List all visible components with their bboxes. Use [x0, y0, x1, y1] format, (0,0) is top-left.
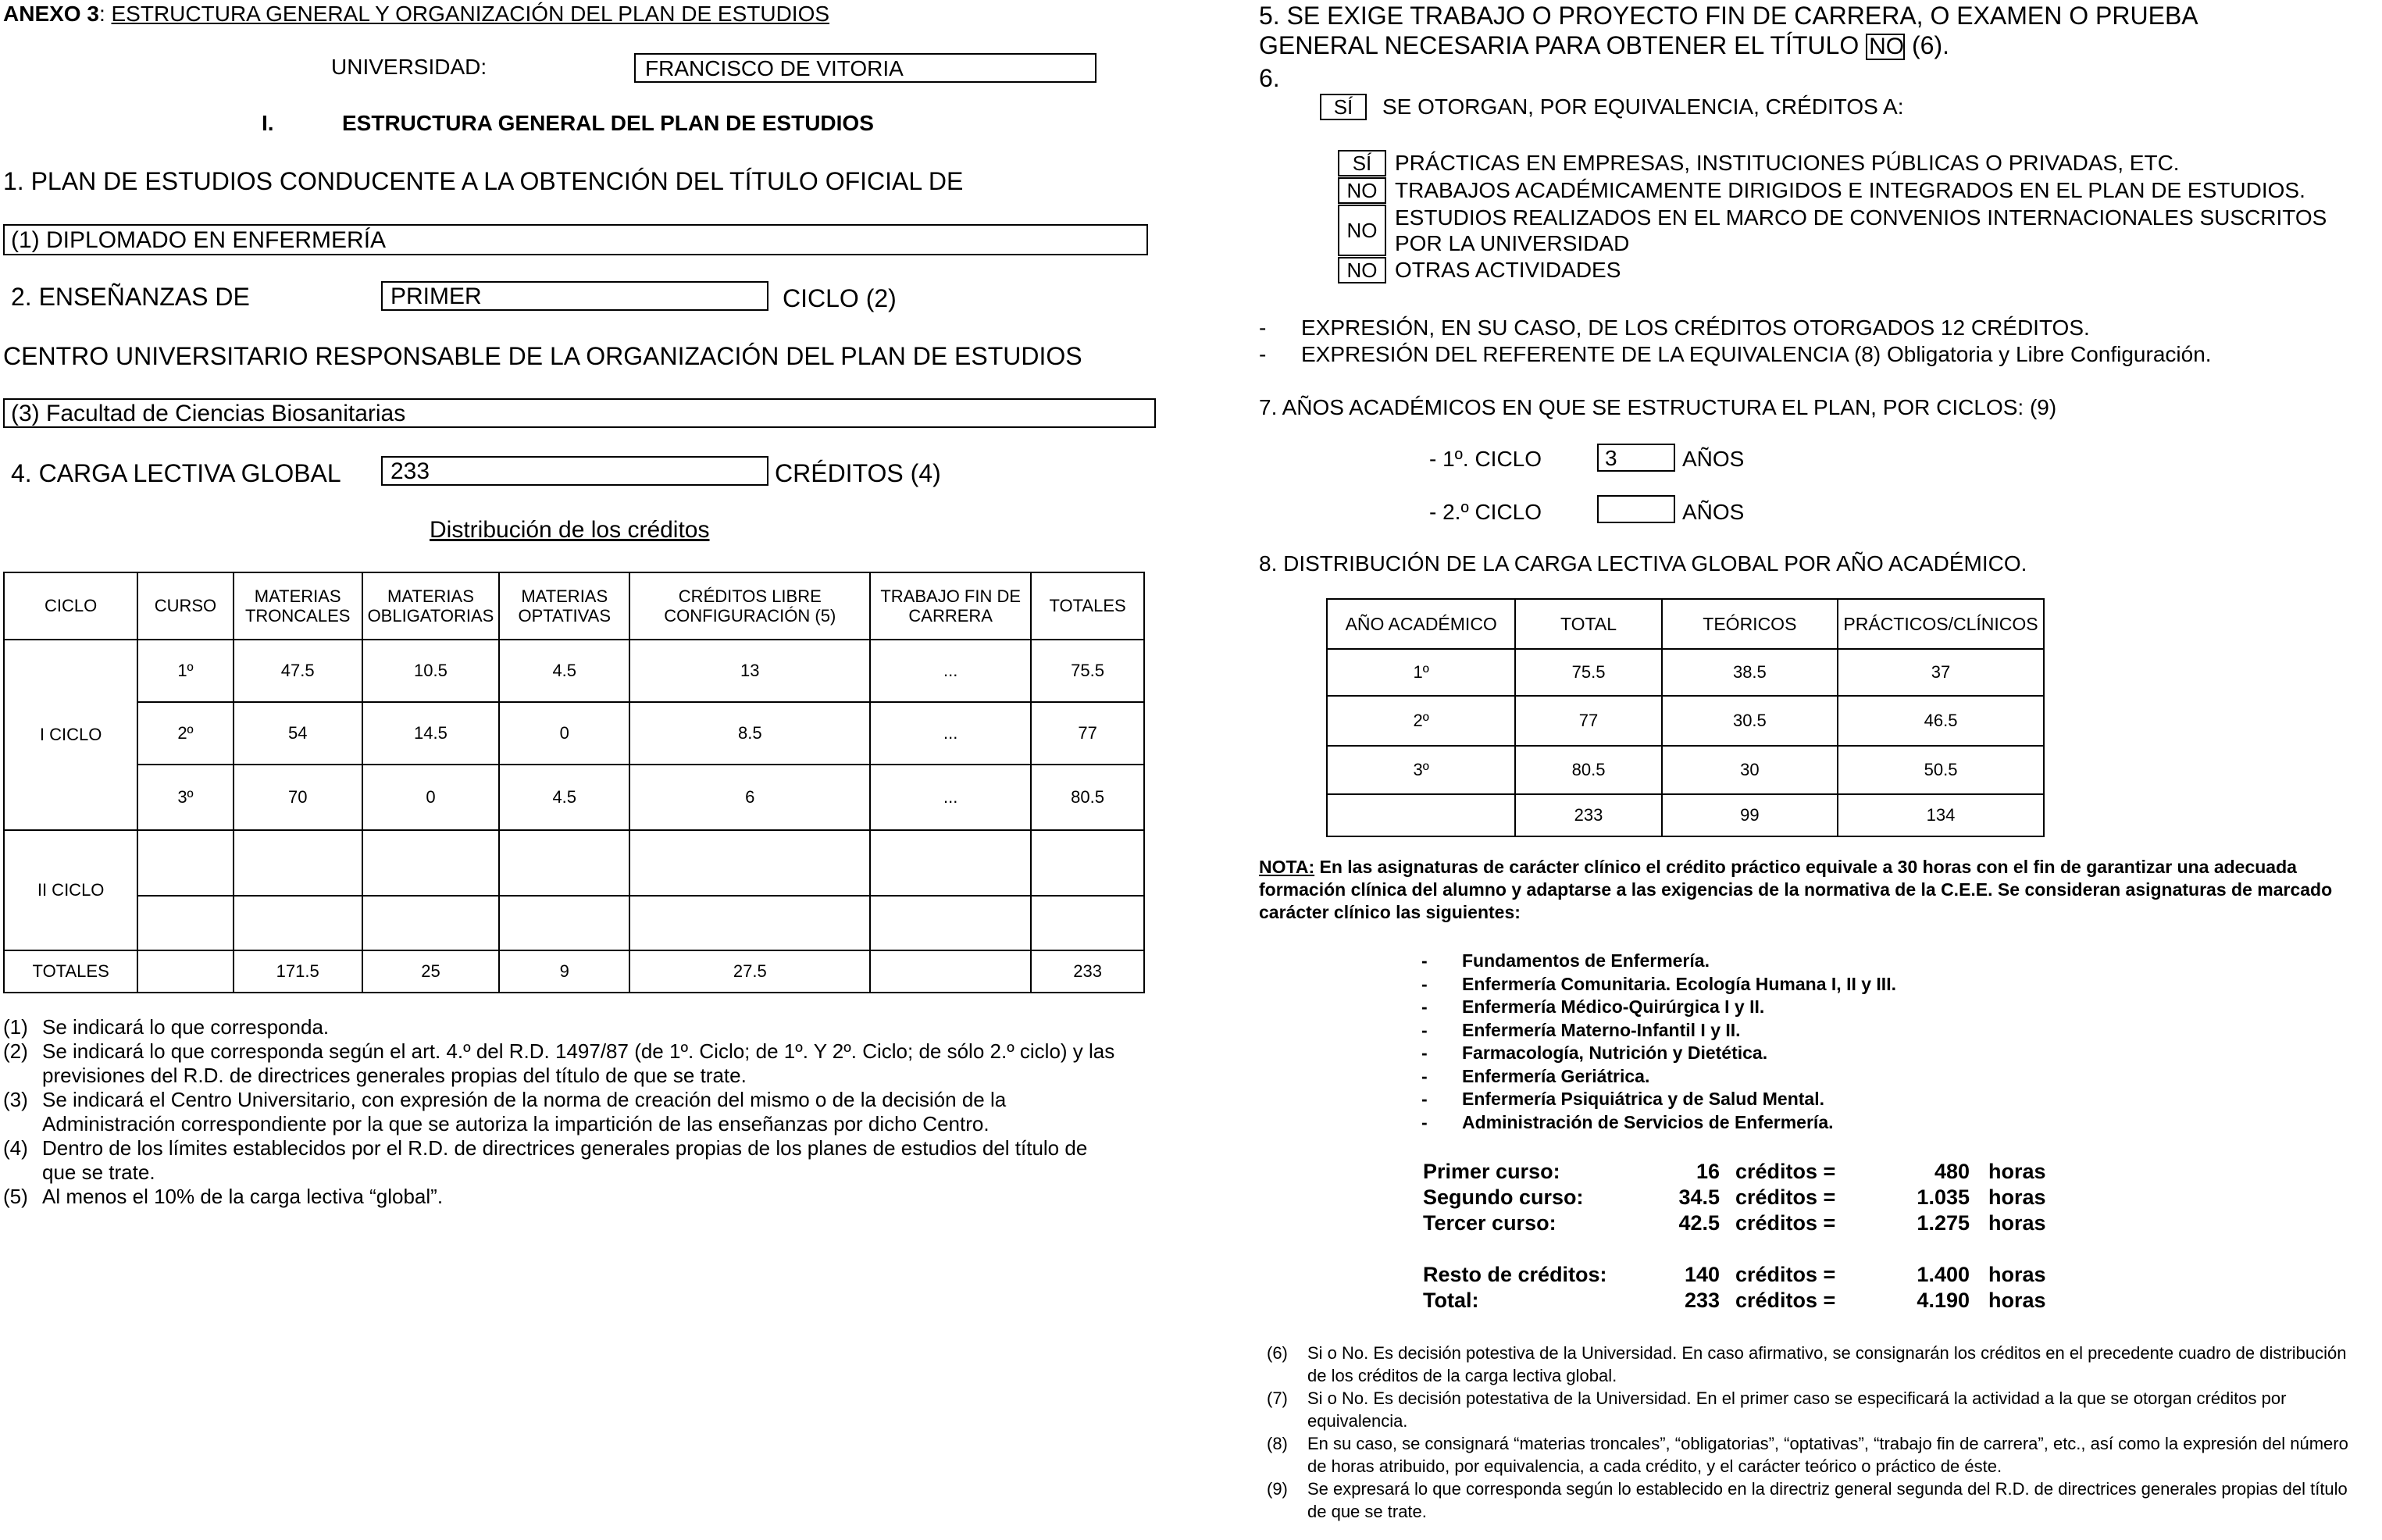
libre-cell: 6 — [629, 765, 870, 830]
q7-ciclo2-years: AÑOS — [1682, 500, 1745, 524]
libre-cell: 13 — [629, 640, 870, 702]
q2-suffix: CICLO (2) — [783, 284, 897, 312]
footnote: (6) Si o No. Es decisión potestiva de la Universidad. En caso afirmativo, se consignarán los créditos en el precedente cuadro de distribución de los créditos de la carga lectiva global. — [1267, 1343, 2347, 1385]
annex-label: ANEXO 3 — [3, 2, 99, 26]
totals-libre: 27.5 — [629, 950, 870, 993]
q6-item-text: TRABAJOS ACADÉMICAMENTE DIRIGIDOS E INTEGRADOS EN EL PLAN DE ESTUDIOS. — [1395, 178, 2305, 202]
ciclo-1-cell: I CICLO — [4, 640, 137, 830]
q6-item-text: OTRAS ACTIVIDADES — [1395, 258, 1621, 282]
list-item: - Enfermería Materno-Infantil I y II. — [1421, 1019, 1741, 1040]
section-number: I. — [262, 111, 274, 135]
list-item: - Enfermería Geriátrica. — [1421, 1065, 1650, 1086]
q7-ciclo1-field[interactable] — [1597, 444, 1675, 472]
clinical-subjects-list — [1421, 950, 1896, 1134]
libre-cell: 8.5 — [629, 702, 870, 765]
footnote: (5) Al menos el 10% de la carga lectiva “global”. — [3, 1185, 444, 1208]
q5-line2: GENERAL NECESARIA PARA OBTENER EL TÍTULO NO (6). — [1259, 31, 1949, 59]
curso-cell: 1º — [137, 640, 233, 702]
table-header-row — [4, 572, 1144, 640]
year-distribution-table — [1326, 598, 2045, 837]
footnote: (1) Se indicará lo que corresponda. — [3, 1015, 330, 1039]
q7-ciclo2-field[interactable] — [1597, 495, 1675, 523]
footnote: (8) En su caso, se consignará “materias troncales”, “obligatorias”, “optativas”, “trabajo fin de carrera”, etc., así como la expresión del número de horas atribuido, por equivalencia, a cada crédito, y el carácter teórico o práctico de éste. — [1267, 1434, 2348, 1476]
q7-ciclo1-years: AÑOS — [1682, 447, 1745, 471]
totals-obligatorias: 25 — [362, 950, 499, 993]
table-row: 3º 80.5 30 50.5 — [1327, 746, 2044, 794]
q7-label: 7. AÑOS ACADÉMICOS EN QUE SE ESTRUCTURA EL PLAN, POR CICLOS: (9) — [1259, 395, 2057, 419]
right-footnotes — [1267, 1342, 2360, 1523]
distribution-title: Distribución de los créditos — [430, 517, 710, 543]
nota-label: NOTA: — [1259, 857, 1315, 877]
header-curso: CURSO — [137, 572, 233, 640]
annex-title: ESTRUCTURA GENERAL Y ORGANIZACIÓN DEL PLAN DE ESTUDIOS — [111, 2, 830, 26]
q2-label: 2. ENSEÑANZAS DE — [11, 283, 250, 311]
q6-item-checkbox[interactable]: NO — [1338, 257, 1386, 283]
totales-cell: 77 — [1031, 702, 1144, 765]
q7-ciclo1-label: - 1º. CICLO — [1429, 447, 1542, 471]
q7-ciclo2-label: - 2.º CICLO — [1429, 500, 1542, 524]
footnote: (9) Se expresará lo que corresponda según lo establecido en la directriz general segunda del R.D. de directrices generales propias del título de que se trate. — [1267, 1479, 2348, 1521]
credit-hours-summary — [1423, 1159, 2048, 1314]
q1-label: 1. PLAN DE ESTUDIOS CONDUCENTE A LA OBTENCIÓN DEL TÍTULO OFICIAL DE — [3, 167, 964, 195]
nota-paragraph — [1259, 856, 2352, 924]
table-row: 233 99 134 — [1327, 794, 2044, 836]
q2-field[interactable] — [381, 281, 768, 311]
totales-cell: 80.5 — [1031, 765, 1144, 830]
q6-number: 6. — [1259, 64, 1280, 92]
annex-heading: ANEXO 3: ESTRUCTURA GENERAL Y ORGANIZACIÓN DEL PLAN DE ESTUDIOS — [3, 2, 830, 26]
q6-item-checkbox[interactable]: NO — [1338, 205, 1386, 256]
list-item: - Enfermería Médico-Quirúrgica I y II. — [1421, 996, 1765, 1017]
q8-label: 8. DISTRIBUCIÓN DE LA CARGA LECTIVA GLOBAL POR AÑO ACADÉMICO. — [1259, 551, 2027, 576]
curso-cell: 2º — [137, 702, 233, 765]
trabajo-cell: ... — [870, 640, 1031, 702]
footnote: (2) Se indicará lo que corresponda según el art. 4.º del R.D. 1497/87 (de 1º. Ciclo; de 1º. Y 2º. Ciclo; de sólo 2.º ciclo) y las previsiones del R.D. de directrices generales propias del título de que se trate. — [3, 1039, 1115, 1087]
expression-credits: - EXPRESIÓN, EN SU CASO, DE LOS CRÉDITOS OTORGADOS 12 CRÉDITOS. — [1259, 315, 2090, 340]
table-header-row — [1327, 599, 2044, 649]
footnote: (4) Dentro de los límites establecidos por el R.D. de directrices generales propias de los planes de estudios del título de que se trate. — [3, 1136, 1088, 1184]
q6-item-checkbox[interactable]: NO — [1338, 177, 1386, 204]
list-item: - Fundamentos de Enfermería. — [1421, 950, 1710, 971]
list-item: - Farmacología, Nutrición y Dietética. — [1421, 1043, 1768, 1063]
header-troncales: MATERIAS TRONCALES — [234, 572, 362, 640]
totals-optativas: 9 — [499, 950, 629, 993]
troncales-cell: 70 — [234, 765, 362, 830]
header-ano: AÑO ACADÉMICO — [1327, 599, 1515, 649]
trabajo-cell: ... — [870, 765, 1031, 830]
nota-text: En las asignaturas de carácter clínico el crédito práctico equivale a 30 horas con el fin de garantizar una adecuada formación clínica del alumno y adaptarse a las exigencias de la normativa de la C.E.E. Se consideran asignaturas de marcado carácter clínico las siguientes: — [1259, 857, 2333, 922]
totals-row — [4, 950, 1144, 993]
header-teoricos: TEÓRICOS — [1662, 599, 1838, 649]
left-footnotes — [3, 1015, 1120, 1209]
universidad-field[interactable] — [634, 53, 1097, 83]
troncales-cell: 54 — [234, 702, 362, 765]
totals-label: TOTALES — [4, 950, 137, 993]
obligatorias-cell: 0 — [362, 765, 499, 830]
q6-checkbox[interactable]: SÍ — [1320, 94, 1367, 120]
q6-item-checkbox[interactable]: SÍ — [1338, 150, 1386, 176]
expression-referent: - EXPRESIÓN DEL REFERENTE DE LA EQUIVALENCIA (8) Obligatoria y Libre Configuración. — [1259, 342, 2212, 366]
table-row: 1º 75.5 38.5 37 — [1327, 649, 2044, 696]
header-total: TOTAL — [1515, 599, 1661, 649]
universidad-value: FRANCISCO DE VITORIA — [645, 56, 904, 80]
totales-cell: 75.5 — [1031, 640, 1144, 702]
universidad-label: UNIVERSIDAD: — [331, 55, 487, 79]
q4-suffix: CRÉDITOS (4) — [775, 459, 941, 487]
list-item: - Enfermería Psiquiátrica y de Salud Mental. — [1421, 1089, 1824, 1109]
table-row: Primer curso: 16 créditos = 480 horas — [1423, 1160, 2046, 1183]
q4-field[interactable] — [381, 456, 768, 486]
table-row: 2º 77 30.5 46.5 — [1327, 696, 2044, 746]
header-trabajo: TRABAJO FIN DE CARRERA — [870, 572, 1031, 640]
q6-item-text: PRÁCTICAS EN EMPRESAS, INSTITUCIONES PÚBLICAS O PRIVADAS, ETC. — [1395, 151, 2180, 175]
trabajo-cell: ... — [870, 702, 1031, 765]
table-row — [4, 830, 1144, 896]
list-item: - Administración de Servicios de Enfermería. — [1421, 1111, 1834, 1132]
header-practicos: PRÁCTICOS/CLÍNICOS — [1838, 599, 2044, 649]
q4-label: 4. CARGA LECTIVA GLOBAL — [11, 459, 341, 487]
centro-label: CENTRO UNIVERSITARIO RESPONSABLE DE LA ORGANIZACIÓN DEL PLAN DE ESTUDIOS — [3, 342, 1082, 370]
table-row — [4, 765, 1144, 830]
footnote: (7) Si o No. Es decisión potestativa de la Universidad. En el primer caso se especificará la actividad a la que se otorgan créditos por equivalencia. — [1267, 1388, 2287, 1431]
section-title: ESTRUCTURA GENERAL DEL PLAN DE ESTUDIOS — [342, 111, 874, 135]
q2-value: PRIMER — [390, 283, 482, 309]
totals-troncales: 171.5 — [234, 950, 362, 993]
totals-totales: 233 — [1031, 950, 1144, 993]
q7-ciclo1-value: 3 — [1605, 446, 1617, 470]
table-row: Resto de créditos: 140 créditos = 1.400 horas — [1423, 1263, 2046, 1286]
centro-value: (3) Facultad de Ciencias Biosanitarias — [11, 401, 406, 426]
optativas-cell: 4.5 — [499, 765, 629, 830]
header-ciclo: CICLO — [4, 572, 137, 640]
q4-value: 233 — [390, 458, 430, 484]
curso-cell: 3º — [137, 765, 233, 830]
table-row: Tercer curso: 42.5 créditos = 1.275 horas — [1423, 1211, 2046, 1235]
footnote: (3) Se indicará el Centro Universitario, con expresión de la norma de creación del mismo o de la decisión de la Administración correspondiente por la que se autoriza la impartición de las enseñanzas por dicho Centro. — [3, 1088, 1007, 1135]
obligatorias-cell: 14.5 — [362, 702, 499, 765]
header-obligatorias: MATERIAS OBLIGATORIAS — [362, 572, 499, 640]
centro-field[interactable] — [3, 398, 1156, 428]
obligatorias-cell: 10.5 — [362, 640, 499, 702]
q5-checkbox[interactable]: NO — [1866, 34, 1905, 60]
troncales-cell: 47.5 — [234, 640, 362, 702]
q1-value: (1) DIPLOMADO EN ENFERMERÍA — [11, 227, 387, 253]
q6-item-text: ESTUDIOS REALIZADOS EN EL MARCO DE CONVENIOS INTERNACIONALES SUSCRITOS POR LA UNIVERSIDAD — [1395, 205, 2327, 255]
table-row: Segundo curso: 34.5 créditos = 1.035 horas — [1423, 1185, 2046, 1209]
q5-line1: 5. SE EXIGE TRABAJO O PROYECTO FIN DE CARRERA, O EXAMEN O PRUEBA — [1259, 2, 2198, 30]
table-row — [4, 640, 1144, 702]
list-item: - Enfermería Comunitaria. Ecología Humana I, II y III. — [1421, 973, 1896, 994]
table-row — [4, 702, 1144, 765]
ciclo-2-cell: II CICLO — [4, 830, 137, 950]
q1-field[interactable] — [3, 224, 1148, 255]
q6-label: SE OTORGAN, POR EQUIVALENCIA, CRÉDITOS A: — [1382, 94, 1904, 119]
header-optativas: MATERIAS OPTATIVAS — [499, 572, 629, 640]
table-row — [4, 896, 1144, 950]
optativas-cell: 4.5 — [499, 640, 629, 702]
table-row: Total: 233 créditos = 4.190 horas — [1423, 1289, 2046, 1312]
header-totales: TOTALES — [1031, 572, 1144, 640]
header-libre: CRÉDITOS LIBRE CONFIGURACIÓN (5) — [629, 572, 870, 640]
optativas-cell: 0 — [499, 702, 629, 765]
credits-distribution-table — [3, 572, 1145, 993]
